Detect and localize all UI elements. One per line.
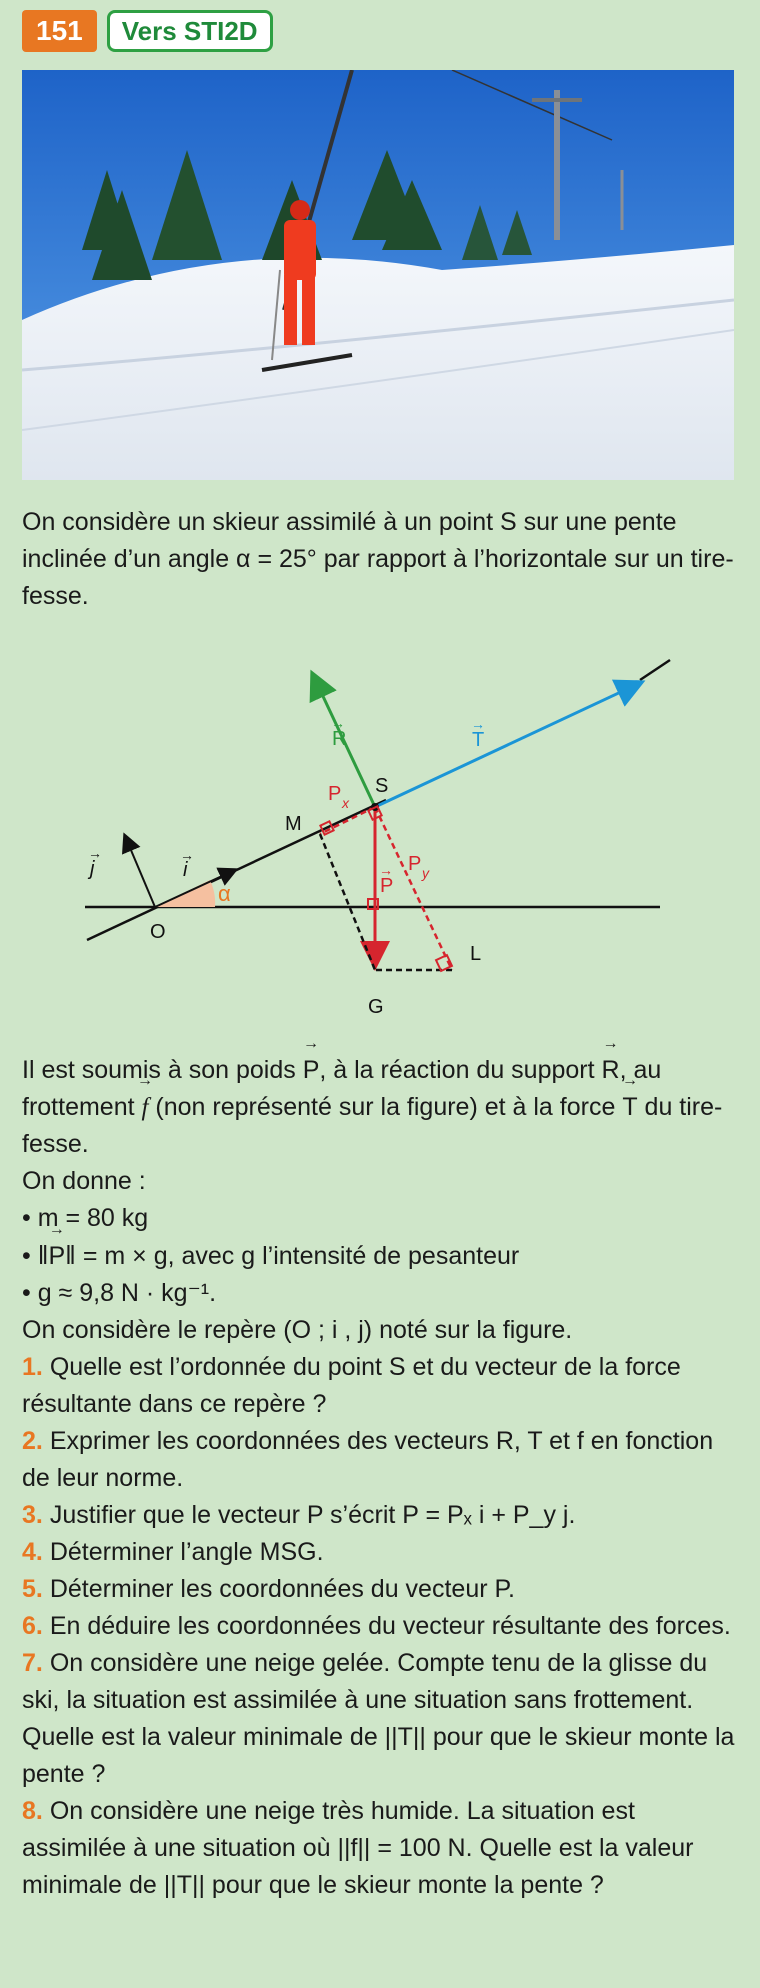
arrow-P: →	[379, 862, 393, 878]
mg-dashed	[320, 834, 375, 970]
given-mass: • m = 80 kg	[22, 1204, 149, 1232]
label-Py-sub: y	[422, 865, 429, 881]
question-2: 2. Exprimer les coordonnées des vecteurs R, T et f en fonction de leur norme.	[22, 1427, 714, 1492]
label-G: G	[368, 996, 384, 1018]
label-O: O	[150, 921, 166, 943]
slope-line	[87, 800, 386, 940]
label-L: L	[470, 943, 482, 965]
arrow-j: →	[88, 845, 102, 861]
label-Px: P	[328, 783, 342, 805]
question-1: 1. Quelle est l’ordonnée du point S et du vecteur de la force résultante dans ce repère ?	[22, 1353, 681, 1418]
right-angle-L	[436, 955, 452, 971]
question-3: 3. Justifier que le vecteur P s’écrit P = Pₓ i + P_y j.	[22, 1501, 576, 1529]
label-alpha: α	[218, 881, 231, 906]
intro-paragraph: On considère un skieur assimilé à un point S sur une pente inclinée d’un angle α = 25° par rapport à l’horizontale sur un tire-fesse.	[22, 508, 734, 610]
vector-j	[125, 836, 155, 907]
question-4: 4. Déterminer l’angle MSG.	[22, 1538, 324, 1566]
force-diagram	[70, 620, 690, 1040]
label-R: R	[332, 728, 347, 750]
arrow-i: →	[180, 847, 194, 863]
exercise-header	[22, 10, 273, 52]
level-badge: Vers STI2D	[107, 10, 273, 52]
question-6: 6. En déduire les coordonnées du vecteur résultante des forces.	[22, 1612, 731, 1640]
arrow-R: →	[331, 715, 345, 731]
given-weight-norm: • ‖→ P‖ = m × g, avec g l’intensité de pesanteur	[22, 1237, 738, 1275]
given-label: On donne :	[22, 1167, 146, 1195]
frame-sentence: On considère le repère (O ; i , j) noté sur la figure.	[22, 1316, 573, 1344]
label-P: P	[380, 875, 394, 897]
statement-body	[22, 1052, 738, 1904]
label-i: i	[183, 859, 188, 881]
vector-T	[375, 683, 640, 807]
exercise-number: 151	[22, 10, 97, 52]
slope-extension	[640, 660, 670, 680]
label-T: T	[472, 729, 485, 751]
label-S: S	[375, 775, 389, 797]
ski-lift-photo	[22, 70, 734, 480]
px-dashed	[320, 807, 375, 834]
label-j: j	[90, 858, 95, 880]
label-Px-sub: x	[342, 795, 349, 811]
given-gravity: • g ≈ 9,8 N · kg⁻¹.	[22, 1279, 217, 1307]
arrow-T: →	[471, 716, 485, 732]
label-Py: P	[408, 853, 422, 875]
question-5: 5. Déterminer les coordonnées du vecteur P.	[22, 1575, 515, 1603]
question-7: 7. On considère une neige gelée. Compte tenu de la glisse du ski, la situation est assimilée à une situation sans frottement. Quelle est la valeur minimale de ||T|| pour que le skieur monte la pente ?	[22, 1649, 735, 1788]
question-8: 8. On considère une neige très humide. La situation est assimilée à une situation où ||f|| = 100 N. Quelle est la valeur minimale de ||T|| pour que le skieur monte la pente ?	[22, 1797, 694, 1899]
forces-paragraph: Il est soumis à son poids → P, à la réaction du support → R, au frottement → f (non représenté sur la figure) et à la force → T du tire-fesse.	[22, 1052, 738, 1163]
label-M: M	[285, 813, 302, 835]
